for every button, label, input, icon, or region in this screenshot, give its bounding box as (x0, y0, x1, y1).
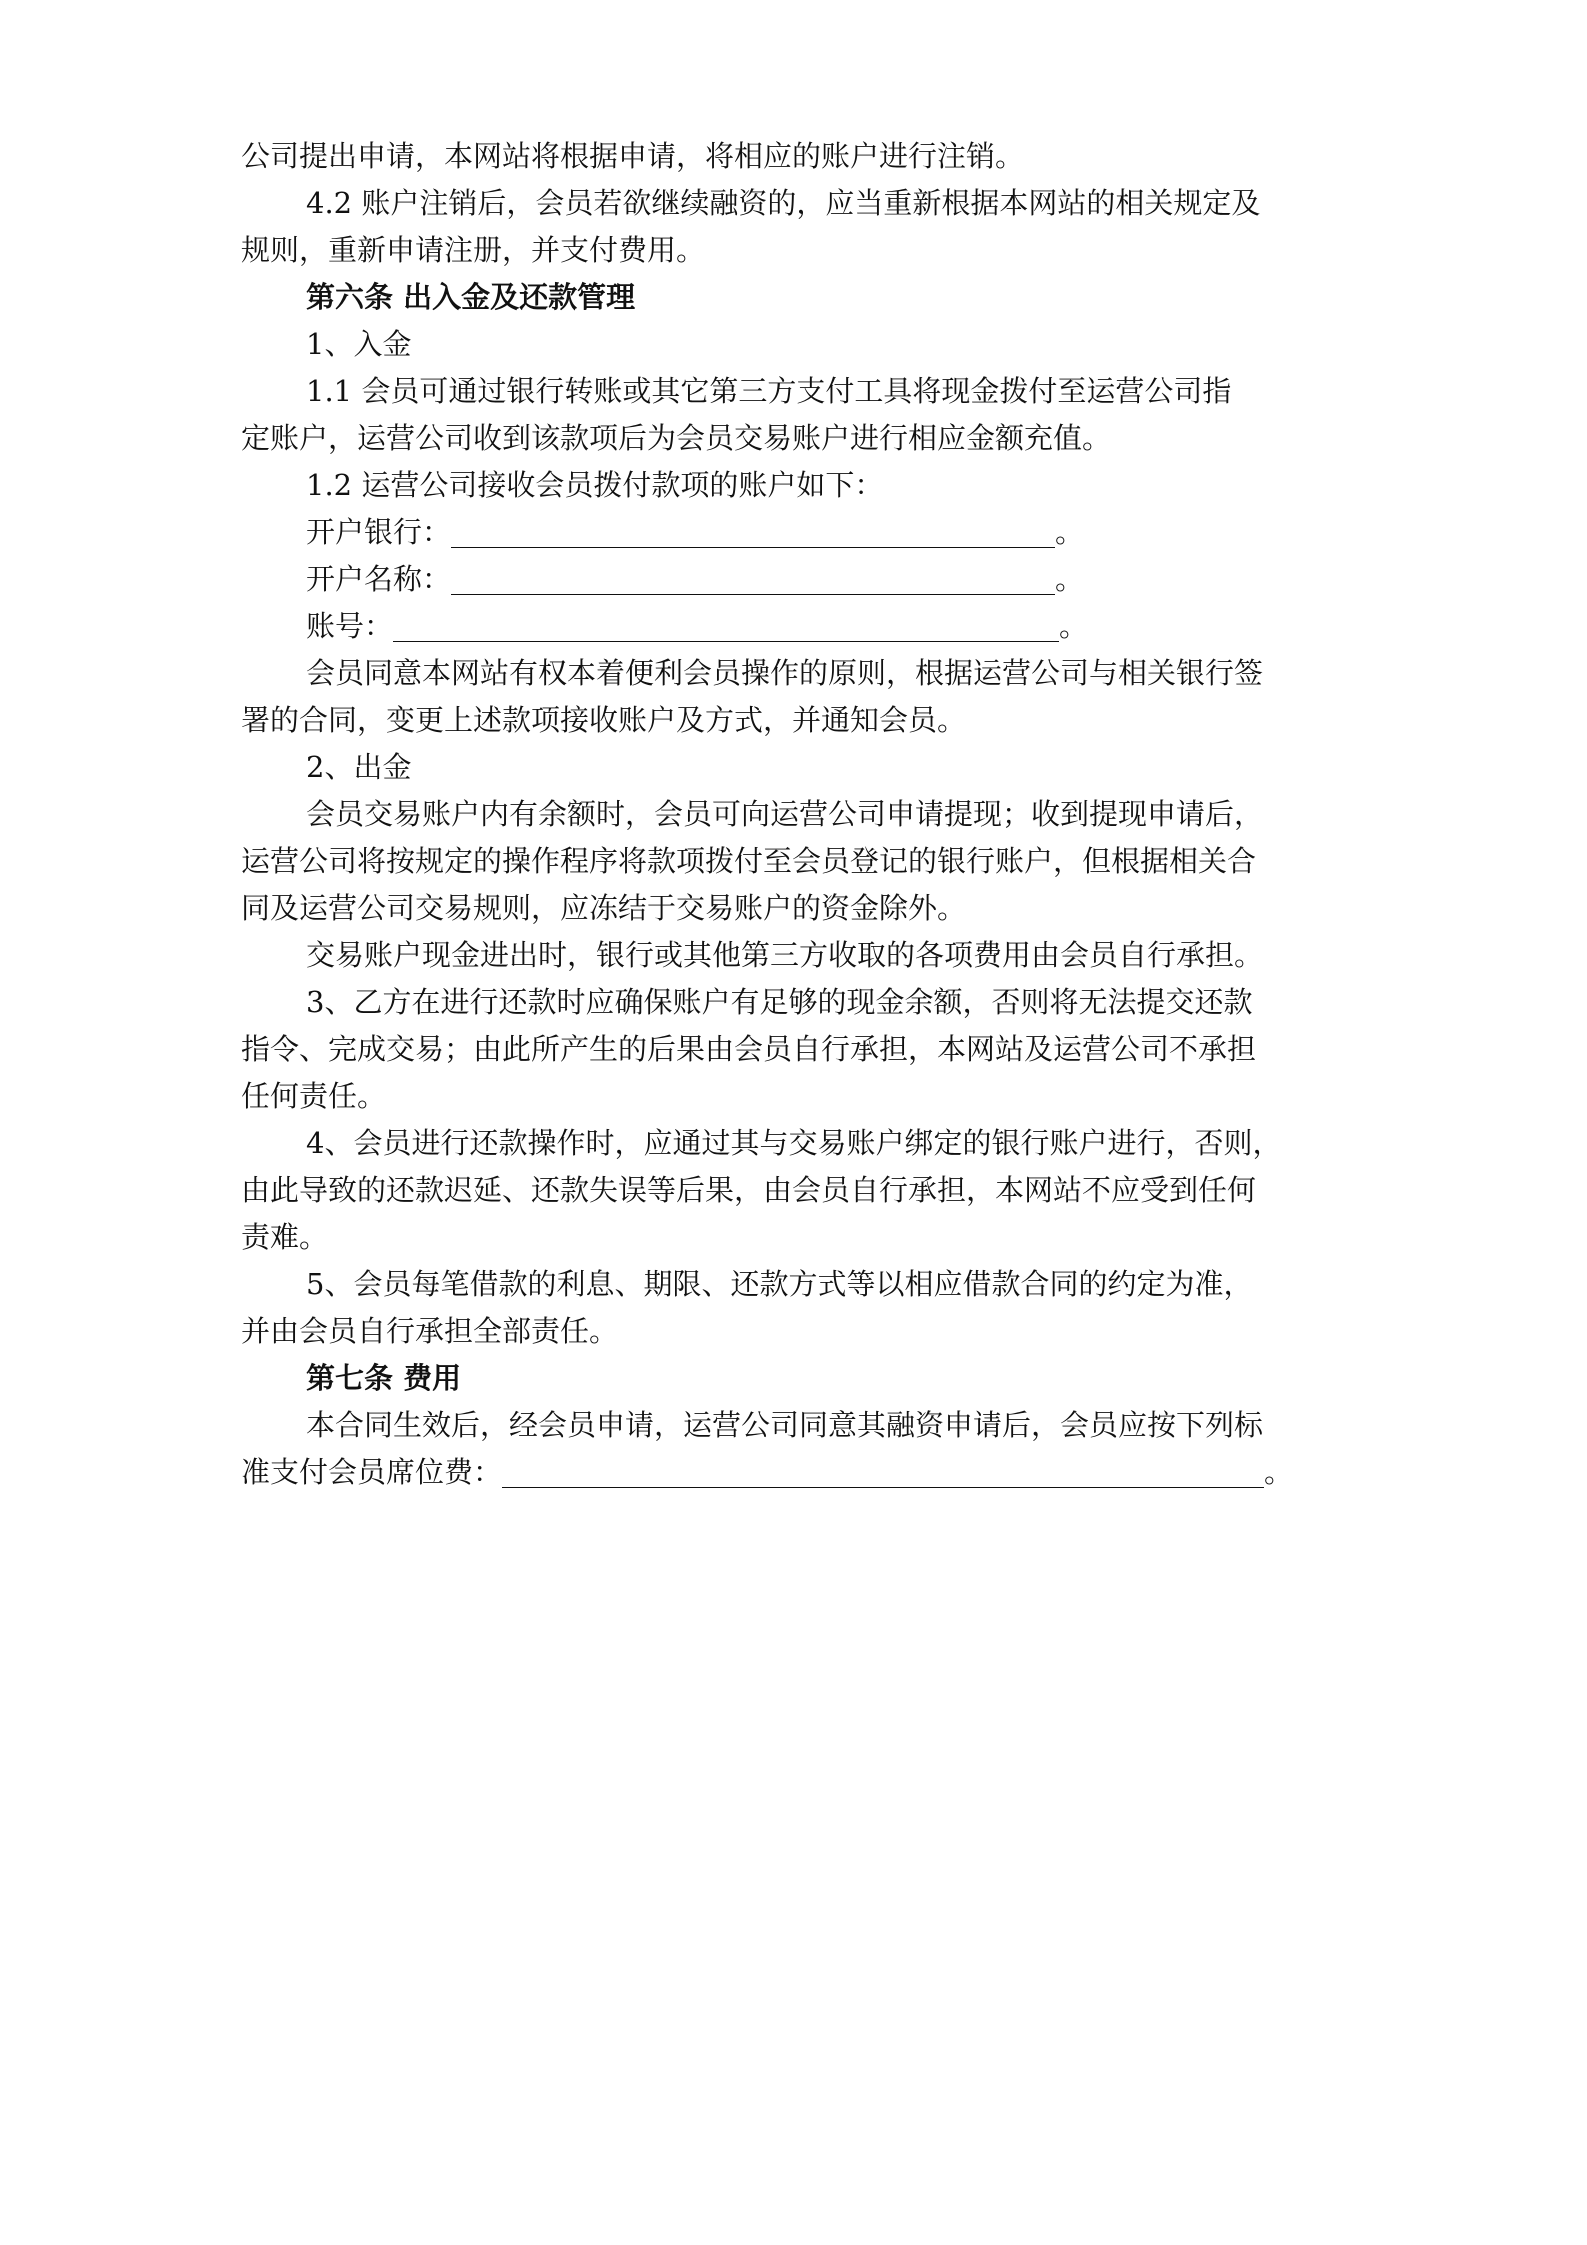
paragraph-line: 公司提出申请，本网站将根据申请，将相应的账户进行注销。 (241, 139, 1025, 173)
paragraph-line: 任何责任。 (241, 1079, 387, 1113)
fee-field-blank[interactable] (502, 1455, 1264, 1488)
paragraph-line: 4、会员进行还款操作时，应通过其与交易账户绑定的银行账户进行，否则， (306, 1126, 1282, 1160)
end-mark: 。 (1264, 1455, 1294, 1489)
section-heading: 第七条 费用 (306, 1361, 462, 1395)
paragraph-line: 3、乙方在进行还款时应确保账户有足够的现金余额，否则将无法提交还款 (306, 985, 1253, 1019)
account-name-field-blank[interactable] (451, 562, 1055, 595)
paragraph-line: 本合同生效后，经会员申请，运营公司同意其融资申请后，会员应按下列标 (306, 1408, 1264, 1442)
bank-field-row (306, 512, 1084, 552)
paragraph-line: 会员同意本网站有权本着便利会员操作的原则，根据运营公司与相关银行签 (306, 656, 1264, 690)
paragraph-line: 责难。 (241, 1220, 329, 1254)
end-mark: 。 (1059, 609, 1089, 643)
subsection-heading: 2、出金 (306, 750, 412, 784)
subsection-heading: 1、入金 (306, 327, 412, 361)
paragraph-line: 并由会员自行承担全部责任。 (241, 1314, 619, 1348)
paragraph-line: 规则，重新申请注册，并支付费用。 (241, 233, 706, 267)
paragraph-line: 会员交易账户内有余额时，会员可向运营公司申请提现；收到提现申请后， (306, 797, 1264, 831)
paragraph-line: 4.2 账户注销后，会员若欲继续融资的，应当重新根据本网站的相关规定及 (306, 186, 1261, 220)
paragraph-line: 同及运营公司交易规则，应冻结于交易账户的资金除外。 (241, 891, 967, 925)
paragraph-line: 定账户，运营公司收到该款项后为会员交易账户进行相应金额充值。 (241, 421, 1112, 455)
fee-field-row (241, 1452, 1293, 1492)
section-heading: 第六条 出入金及还款管理 (306, 280, 636, 314)
bank-field-label: 开户银行： (306, 515, 452, 549)
paragraph-line: 署的合同，变更上述款项接收账户及方式，并通知会员。 (241, 703, 967, 737)
account-name-field-row (306, 559, 1084, 599)
paragraph-line: 5、会员每笔借款的利息、期限、还款方式等以相应借款合同的约定为准， (306, 1267, 1253, 1301)
bank-field-blank[interactable] (451, 515, 1055, 548)
paragraph-line: 运营公司将按规定的操作程序将款项拨付至会员登记的银行账户，但根据相关合 (241, 844, 1257, 878)
account-number-field-row (306, 606, 1088, 646)
account-name-field-label: 开户名称： (306, 562, 452, 596)
paragraph-line: 由此导致的还款迟延、还款失误等后果，由会员自行承担，本网站不应受到任何 (241, 1173, 1257, 1207)
fee-field-label: 准支付会员席位费： (241, 1455, 503, 1489)
paragraph-line: 1.1 会员可通过银行转账或其它第三方支付工具将现金拨付至运营公司指 (306, 374, 1232, 408)
paragraph-line: 1.2 运营公司接收会员拨付款项的账户如下： (306, 468, 884, 502)
end-mark: 。 (1055, 562, 1085, 596)
end-mark: 。 (1055, 515, 1085, 549)
paragraph-line: 指令、完成交易；由此所产生的后果由会员自行承担，本网站及运营公司不承担 (241, 1032, 1257, 1066)
account-number-field-label: 账号： (306, 609, 394, 643)
account-number-field-blank[interactable] (393, 609, 1059, 642)
paragraph-line: 交易账户现金进出时，银行或其他第三方收取的各项费用由会员自行承担。 (306, 938, 1264, 972)
